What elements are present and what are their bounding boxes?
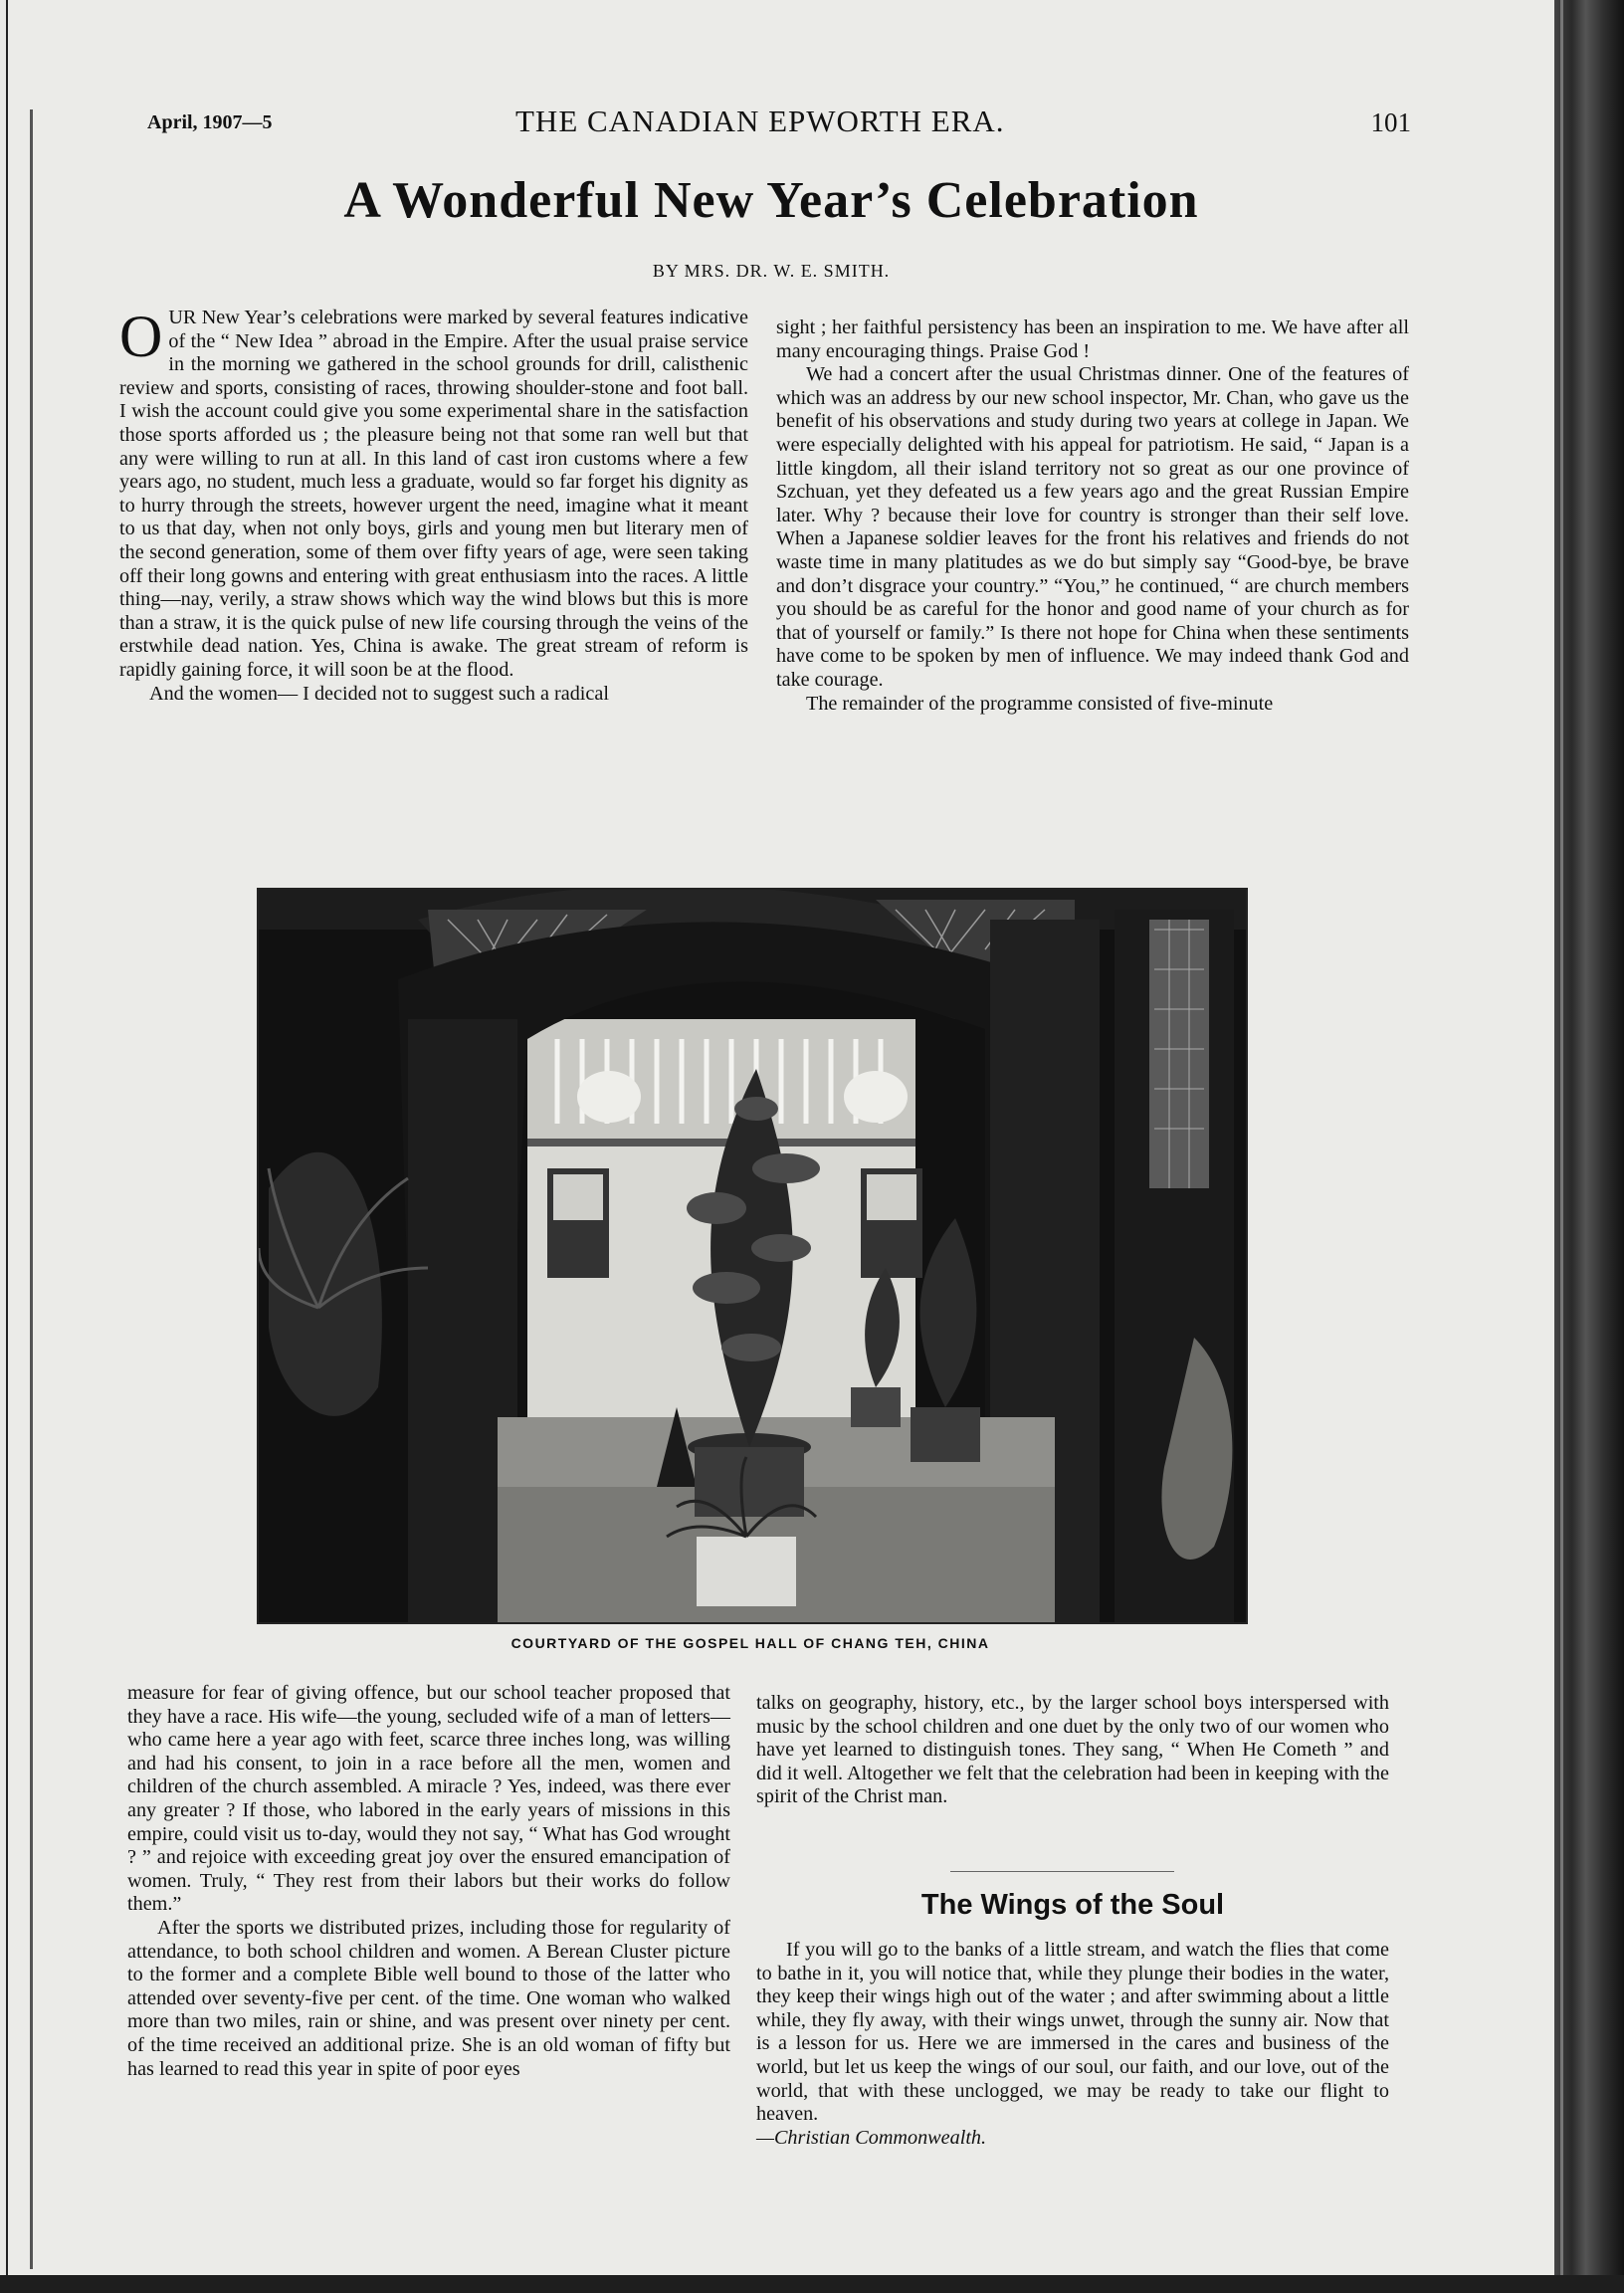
article-paragraph: talks on geography, history, etc., by the larger school boys interspersed with music by the school children and one duet by the only two of our women who have yet learned to distinguish tones. They sang, “ When He Cometh ” and did it well. Altogether we felt that the celebration had been in keeping with the spirit of the Christ man. <box>756 1692 1389 1808</box>
article-title: A Wonderful New Year’s Celebration <box>343 172 1199 229</box>
page-gutter-line <box>30 109 33 2269</box>
article-paragraph: measure for fear of giving offence, but our school teacher proposed that they have a race. His wife—the young, secluded wife of a man of letters—who came here a year ago with feet, scarce three inches long, was willing and had his consent, to join in a race before all the men, women and children of the church assembled. A miracle ? Yes, indeed, was there ever any greater ? If those, who labored in the early years of missions in this empire, could visit us to-day, would they not say, “ What has God wrought ? ” and rejoice with exceeding great joy over the ensured emancipation of women. Truly, “ They rest from their labors but their works do follow them.” <box>127 1682 730 1916</box>
article-column-lower-left <box>127 1682 730 2081</box>
sidebar-title: The Wings of the Soul <box>920 1889 1225 1921</box>
courtyard-photo-illustration <box>259 890 1246 1622</box>
article-paragraph: sight ; her faithful persistency has been an inspiration to me. We have after all many encouraging things. Praise God ! <box>776 316 1409 362</box>
article-paragraph <box>119 304 748 683</box>
article-paragraph: We had a concert after the usual Christmas dinner. One of the features of which was an address by our new school inspector, Mr. Chan, who gave us the benefit of his observations and study during two years at college in Japan. We were especially delighted with his appeal for patriotism. He said, “ Japan is a little kingdom, all their island territory not so great as our one province of Szchuan, yet they defeated us a few years ago and the great Russian Empire later. Why ? because their love for country is stronger than their self love. When a Japanese soldier leaves for the front his relatives and friends do not waste time in many platitudes as we do but simply say “Good-bye, be brave and don’t disgrace your country.” “You,” he continued, “ are church members you should be as careful for the honor and good name of your church as for that of yourself or family.” Is there not hope for China when these sentiments have come to be spoken by men of influence. We may indeed thank God and take courage. <box>776 363 1409 691</box>
paragraph-text: UR New Year’s celebrations were marked by several features indicative of the “ New Idea ” abroad in the Empire. After the usual praise service in the morning we gathered in the school grounds for drill, calisthenic review and sports, consisting of races, throwing shoulder-stone and foot ball. I wish the account could give you some experimental share in the satisfaction those sports afforded us ; the pleasure being not that some ran well but that any were willing to run at all. In this land of cast iron customs where a few years ago, no student, much less a graduate, would so far forget his dignity as to hurry through the streets, however urgent the need, imagine what it meant to us that day, when not only boys, girls and young men but literary men of the second generation, some of them over fifty years of age, were seen taking off their long gowns and entering with great enthusiasm into the races. A little thing—nay, verily, a straw shows which way the wind blows but this is more than a straw, it is the quick pulse of new life coursing through the veins of the erstwhile dead nation. Yes, China is awake. The great stream of reform is rapidly gaining force, it will soon be at the flood. <box>119 307 748 681</box>
scan-bottom-edge <box>0 2275 1624 2293</box>
page-number: 101 <box>1370 107 1411 137</box>
photo-caption: COURTYARD OF THE GOSPEL HALL OF CHANG TEH, CHINA <box>510 1635 990 1651</box>
sidebar-source: —Christian Commonwealth. <box>756 2126 987 2149</box>
issue-date: April, 1907—5 <box>147 111 273 133</box>
sidebar-column <box>756 1939 1389 2150</box>
courtyard-photograph <box>257 888 1248 1624</box>
drop-cap: O <box>119 304 163 369</box>
article-column-lower-right <box>756 1692 1389 1809</box>
section-divider <box>950 1871 1174 1872</box>
article-column-upper-right <box>776 316 1409 716</box>
publication-name: THE CANADIAN EPWORTH ERA. <box>515 104 1005 138</box>
article-column-upper-left <box>119 304 748 706</box>
running-head <box>147 104 1411 147</box>
article-paragraph: And the women— I decided not to suggest such a radical <box>149 682 609 705</box>
sidebar-paragraph: If you will go to the banks of a little stream, and watch the flies that come to bathe in it, you will notice that, while they plunge their bodies in the water, they keep their wings high out of the water ; and after swimming about a little while, they fly away, with their wings unwet, through the sunny air. Now that is a lesson for us. Here we are immersed in the cares and business of the world, but let us keep the wings of our soul, our faith, and our love, out of the world, that with these unclogged, we may be ready to take our flight to heaven. <box>756 1939 1389 2126</box>
book-binding-edge <box>1554 0 1624 2293</box>
article-paragraph: The remainder of the programme consisted of five-minute <box>806 692 1274 715</box>
article-paragraph: After the sports we distributed prizes, including those for regularity of attendance, to both school children and women. A Berean Cluster picture to the former and a complete Bible well bound to those of the latter who attended over seventy-five per cent. of the time. One woman who walked more than two miles, rain or shine, and was present over ninety per cent. of the time received an additional prize. She is an old woman of fifty but has learned to read this year in spite of poor eyes <box>127 1916 730 2080</box>
article-byline: BY MRS. DR. W. E. SMITH. <box>652 261 891 281</box>
